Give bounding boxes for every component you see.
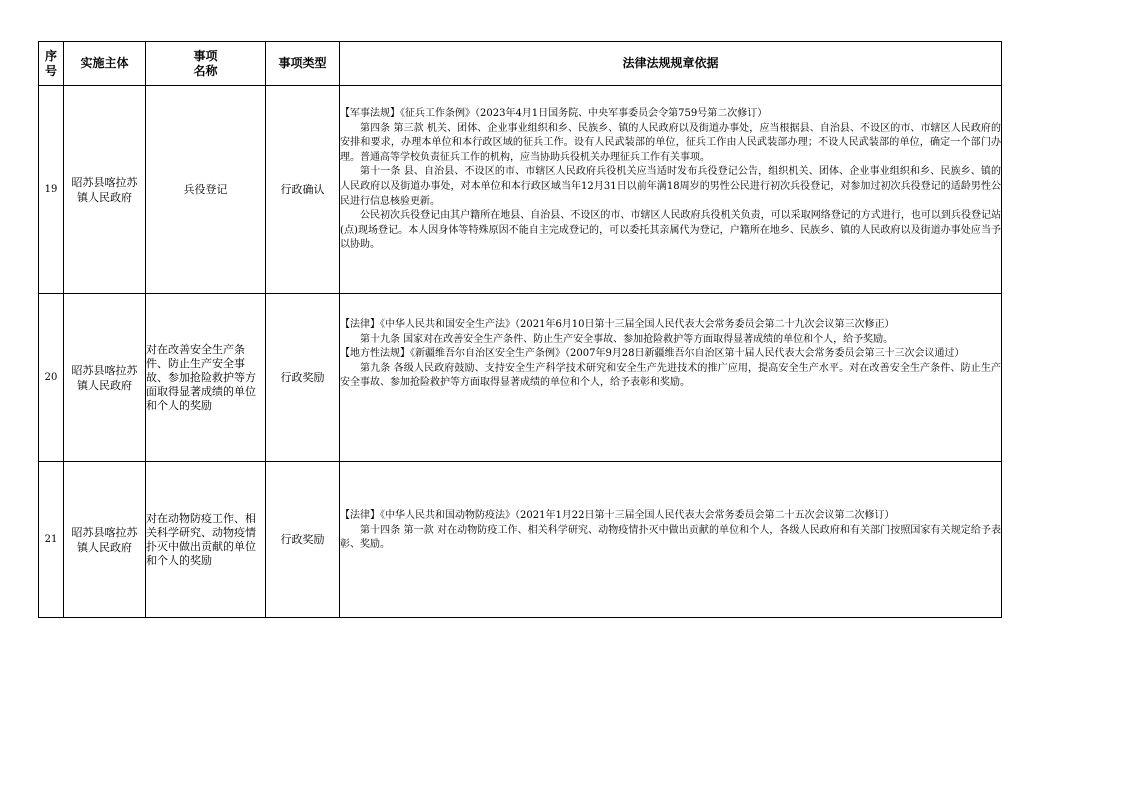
basis-paragraph: 第四条 第三款 机关、团体、企业事业组织和乡、民族乡、镇的人民政府以及街道办事处，应当根据县、自治县、不设区的市、市辖区人民政府的安排和要求，办理本单位和本行政区域的征兵工作。设有人民武装部的单位，征兵工作由人民武装部办理；不设人民武装部的单位，确定一个部门办理。普通高等学校负责征兵工作的机构，应当协助兵役机关办理征兵工作有关事项。 [340,122,1001,163]
header-no: 序号 [39,42,64,86]
header-subject: 实施主体 [64,42,146,86]
row-subject: 昭苏县喀拉苏镇人民政府 [64,462,146,618]
basis-paragraph: 第十四条 第一款 对在动物防疫工作、相关科学研究、动物疫情扑灭中做出贡献的单位和个人，各级人民政府和有关部门按照国家有关规定给予表彰、奖励。 [340,524,1001,551]
row-number: 19 [39,86,64,294]
header-legal-basis: 法律法规规章依据 [340,42,1002,86]
row-subject: 昭苏县喀拉苏镇人民政府 [64,294,146,462]
header-item-name-line2: 名称 [193,63,218,78]
row-item-name: 对在改善安全生产条件、防止生产安全事故、参加抢险救护等方面取得显著成绩的单位和个人的奖励 [146,294,266,462]
row-subject: 昭苏县喀拉苏镇人民政府 [64,86,146,294]
row-item-name: 兵役登记 [146,86,266,294]
row-item-type: 行政奖励 [266,462,340,618]
row-legal-basis [340,462,1002,618]
header-item-name [146,42,266,86]
basis-paragraph: 公民初次兵役登记由其户籍所在地县、自治县、不设区的市、市辖区人民政府兵役机关负责，可以采取网络登记的方式进行，也可以到兵役登记站(点)现场登记。本人因身体等特殊原因不能自主完成登记的，可以委托其亲属代为登记，户籍所在地乡、民族乡、镇的人民政府以及街道办事处应当予以协助。 [340,210,1001,251]
table-row [39,294,1002,462]
header-item-name-line1: 事项 [193,48,218,63]
row-item-type: 行政确认 [266,86,340,294]
basis-paragraph: 【法律】《中华人民共和国动物防疫法》（2021年1月22日第十三届全国人民代表大会常务委员会第二十五次会议第二次修订） [340,510,895,521]
row-item-type: 行政奖励 [266,294,340,462]
basis-paragraph: 【军事法规】《征兵工作条例》（2023年4月1日国务院、中央军事委员会令第759号第二次修订） [340,108,768,119]
basis-paragraph: 第九条 各级人民政府鼓励、支持安全生产科学技术研究和安全生产先进技术的推广应用，提高安全生产水平。对在改善安全生产条件、防止生产安全事故、参加抢险救护等方面取得显著成绩的单位和个人，给予表彰和奖励。 [340,362,1001,389]
basis-paragraph: 第十九条 国家对在改善安全生产条件、防止生产安全事故、参加抢险救护等方面取得显著成绩的单位和个人，给予奖励。 [360,333,894,345]
header-item-type: 事项类型 [266,42,340,86]
basis-paragraph: 【地方性法规】《新疆维吾尔自治区安全生产条例》（2007年9月28日新疆维吾尔自治区第十届人民代表大会常务委员会第三十三次会议通过） [340,348,965,360]
row-legal-basis [340,86,1002,294]
row-number: 20 [39,294,64,462]
legal-basis-table [38,41,1002,618]
row-number: 21 [39,462,64,618]
table-row [39,86,1002,294]
basis-paragraph: 【法律】《中华人民共和国安全生产法》（2021年6月10日第十三届全国人民代表大会常务委员会第二十九次会议第三次修正） [340,319,895,330]
row-item-name: 对在动物防疫工作、相关科学研究、动物疫情扑灭中做出贡献的单位和个人的奖励 [146,462,266,618]
header-row [39,42,1002,86]
basis-paragraph: 第十一条 县、自治县、不设区的市、市辖区人民政府兵役机关应当适时发布兵役登记公告，组织机关、团体、企业事业组织和乡、民族乡、镇的人民政府以及街道办事处，对本单位和本行政区域当年12月31日以前年满18周岁的男性公民进行初次兵役登记，对参加过初次兵役登记的适龄男性公民进行信息核验更新。 [340,166,1001,207]
row-legal-basis [340,294,1002,462]
table-row [39,462,1002,618]
